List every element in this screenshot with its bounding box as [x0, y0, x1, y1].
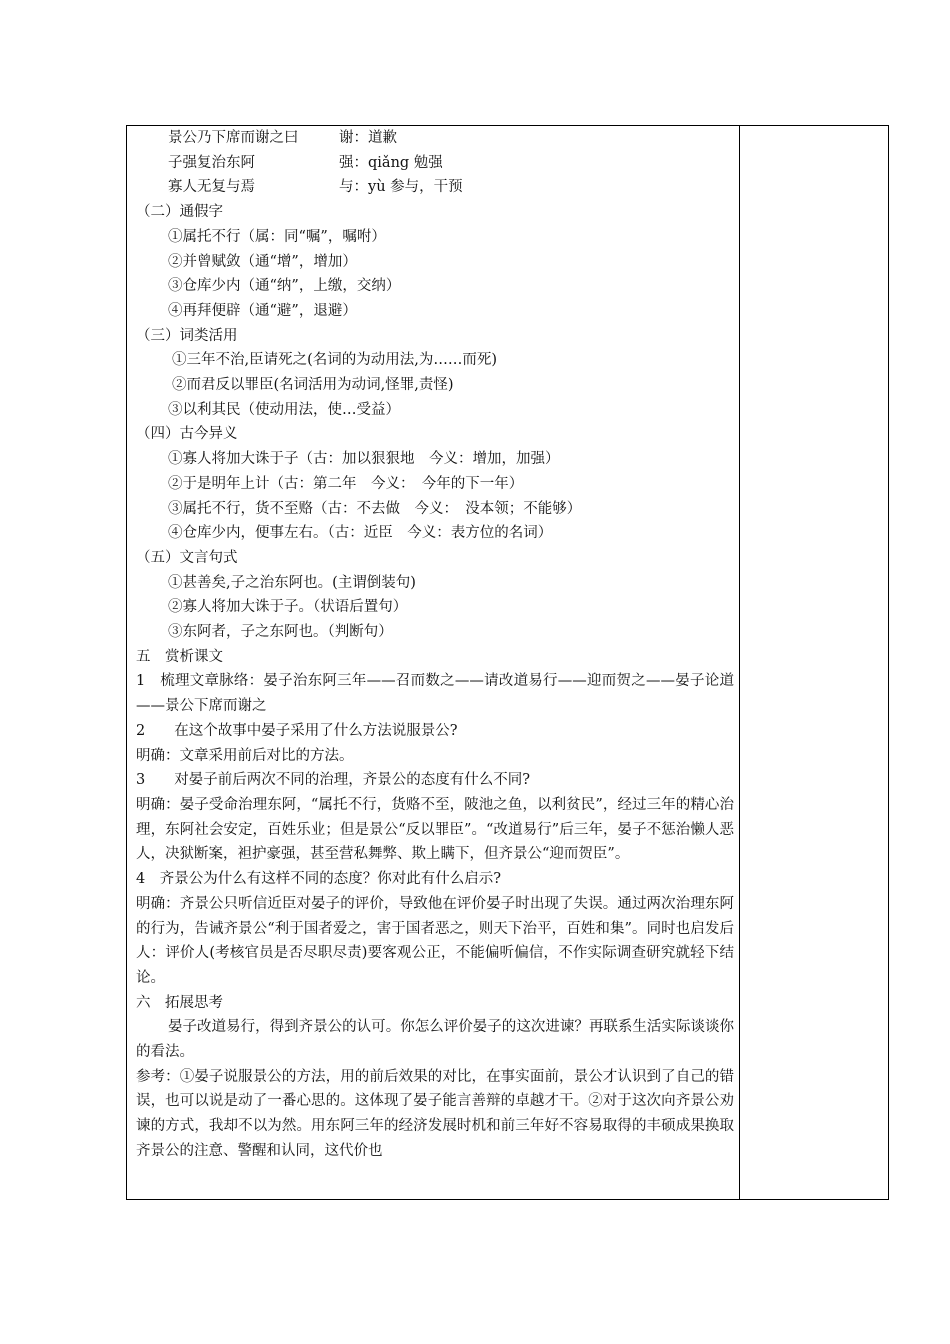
vocab-note: 谢：道歉 [339, 130, 397, 146]
vocab-phrase: 寡人无复与焉 [168, 179, 255, 196]
answer: 明确：文章采用前后对比的方法。 [136, 747, 354, 764]
list-item: ①寡人将加大诛于子（古：加以狠狠地 今义：增加，加强） [168, 451, 560, 468]
section-heading: （二）通假字 [136, 204, 223, 221]
question: 2 在这个故事中晏子采用了什么方法说服景公? [136, 722, 458, 739]
list-item: ②并曾赋敛（通“增”，增加） [168, 253, 357, 270]
list-item: ②而君反以罪臣(名词活用为动词,怪罪,责怪) [172, 377, 454, 394]
list-item: ④仓库少内，便事左右。（古：近臣 今义：表方位的名词） [168, 525, 553, 542]
list-item: ②寡人将加大诛于子。（状语后置句） [168, 599, 408, 616]
main-content-cell [136, 126, 734, 1164]
question: 4 齐景公为什么有这样不同的态度？你对此有什么启示? [136, 871, 501, 888]
list-item: ④再拜便辟（通“避”，退避） [168, 302, 357, 319]
list-item: ③仓库少内（通“纳”，上缴，交纳） [168, 278, 401, 295]
vocab-phrase: 子强复治东阿 [168, 154, 255, 171]
section-heading: （五）文言句式 [136, 549, 238, 566]
question: 1 梳理文章脉络：晏子治东阿三年——召而数之——请改道易行——迎而贺之——晏子论道——景公下席而谢之 [136, 673, 734, 715]
list-item: ①属托不行（属：同“嘱”，嘱咐） [168, 228, 386, 245]
reference-paragraph: 参考：①晏子说服景公的方法，用的前后效果的对比，在事实面前，景公才认识到了自己的错误，也可以说是动了一番心思的。这体现了晏子能言善辩的卓越才干。②对于这次向齐景公劝谏的方式，我却不以为然。用东阿三年的经济发展时机和前三年好不容易取得的丰硕成果换取齐景公的注意、警醒和认同，这代价也 [136, 1068, 734, 1159]
vocab-note: 与：yù 参与，干预 [339, 179, 463, 196]
vocab-row [136, 175, 734, 200]
lesson-table [126, 125, 889, 1200]
question: 3 对晏子前后两次不同的治理，齐景公的态度有什么不同? [136, 772, 530, 789]
list-item: ③属托不行，货不至赂（古：不去做 今义： 没本领；不能够） [168, 500, 582, 517]
vocab-row [136, 151, 734, 176]
list-item: ①甚善矣,子之治东阿也。(主谓倒装句) [168, 574, 416, 591]
answer: 明确：齐景公只听信近臣对晏子的评价，导致他在评价晏子时出现了失误。通过两次治理东阿的行为，告诫齐景公“利于国者爱之，害于国者恶之，则天下治平，百姓和集”。同时也启发后人：评价人(考核官员是否尽职尽责)要客观公正，不能偏听偏信，不作实际调查研究就轻下结论。 [136, 895, 734, 986]
answer: 明确：晏子受命治理东阿，“属托不行，货赂不至，陂池之鱼，以利贫民”，经过三年的精心治理，东阿社会安定，百姓乐业；但是景公“反以罪臣”。“改道易行”后三年，晏子不惩治懒人恶人，决狱断案，袒护豪强，甚至营私舞弊、欺上瞒下，但齐景公“迎而贺臣”。 [136, 796, 734, 863]
section-heading: （三）词类活用 [136, 327, 238, 344]
list-item: ①三年不治,臣请死之(名词的为动用法,为……而死) [172, 352, 498, 369]
list-item: ③东阿者，子之东阿也。（判断句） [168, 624, 393, 641]
vocab-row [136, 126, 734, 151]
vocab-phrase: 景公乃下席而谢之曰 [168, 130, 299, 146]
notes-cell [740, 126, 888, 1199]
list-item: ③以利其民（使动用法，使…受益） [168, 401, 400, 418]
part-heading: 五 赏析课文 [136, 648, 223, 665]
vocab-note: 强：qiǎng 勉强 [339, 154, 443, 171]
section-heading: （四）古今异义 [136, 426, 238, 443]
part-heading: 六 拓展思考 [136, 994, 223, 1011]
list-item: ②于是明年上计（古：第二年 今义： 今年的下一年） [168, 475, 524, 492]
prompt-paragraph: 晏子改道易行，得到齐景公的认可。你怎么评价晏子的这次进谏？再联系生活实际谈谈你的看法。 [136, 1019, 734, 1061]
